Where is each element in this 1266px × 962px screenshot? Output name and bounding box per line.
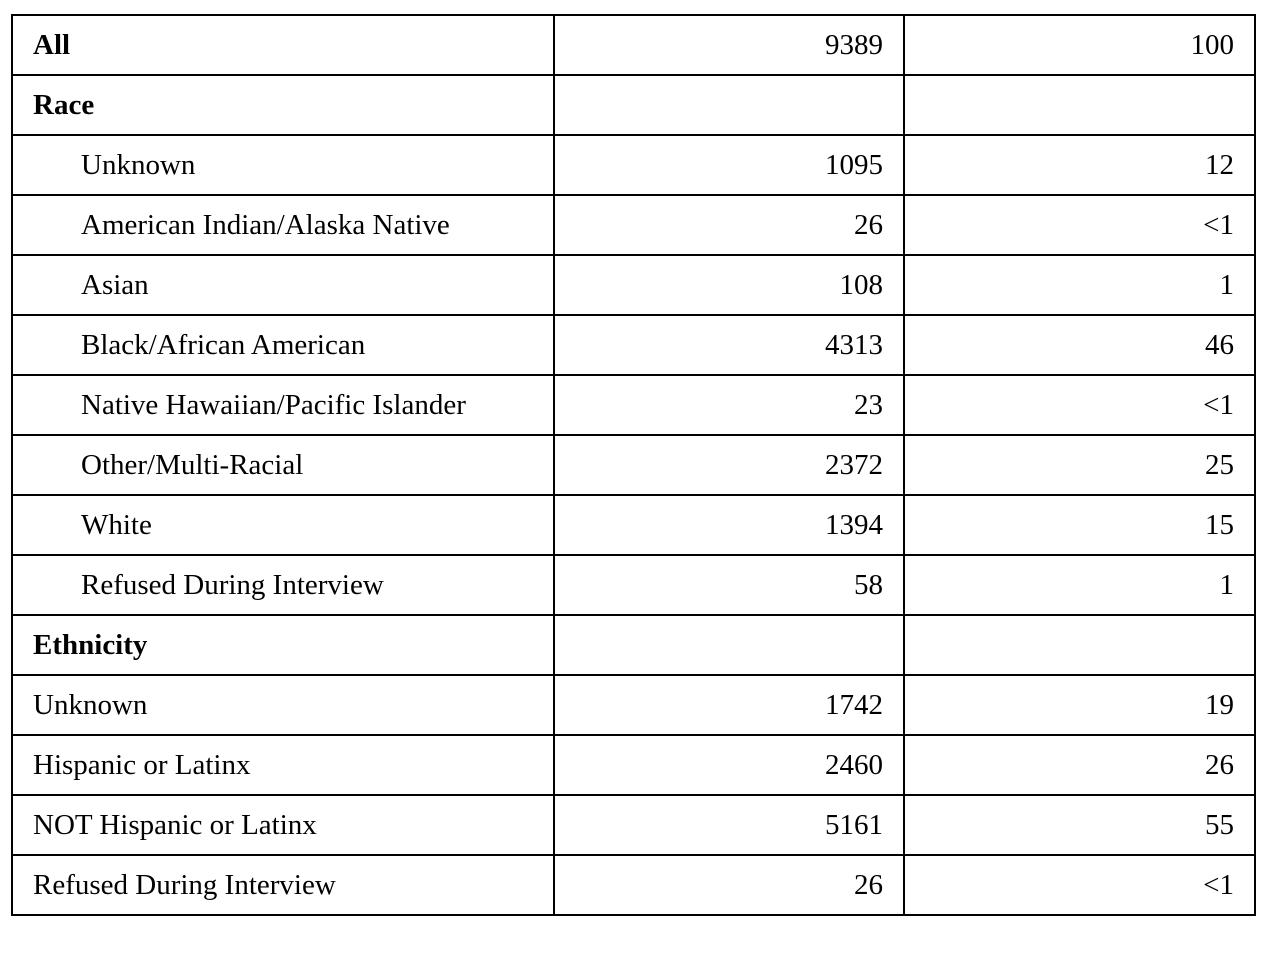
row-label: Unknown <box>12 675 554 735</box>
row-label: NOT Hispanic or Latinx <box>12 795 554 855</box>
table-row <box>12 375 1255 435</box>
row-percent: <1 <box>904 195 1255 255</box>
row-percent: <1 <box>904 375 1255 435</box>
row-percent: 15 <box>904 495 1255 555</box>
row-label: Refused During Interview <box>12 555 554 615</box>
row-label: White <box>12 495 554 555</box>
table-row <box>12 195 1255 255</box>
table-row <box>12 795 1255 855</box>
row-label: All <box>12 15 554 75</box>
row-count: 58 <box>554 555 904 615</box>
table-row <box>12 495 1255 555</box>
row-percent: 1 <box>904 255 1255 315</box>
row-label: Other/Multi-Racial <box>12 435 554 495</box>
table-body <box>12 15 1255 915</box>
row-count <box>554 615 904 675</box>
row-percent: 26 <box>904 735 1255 795</box>
row-percent <box>904 75 1255 135</box>
row-percent: 100 <box>904 15 1255 75</box>
row-count: 108 <box>554 255 904 315</box>
row-percent <box>904 615 1255 675</box>
row-percent: 1 <box>904 555 1255 615</box>
row-percent: 46 <box>904 315 1255 375</box>
row-percent: 55 <box>904 795 1255 855</box>
row-count: 26 <box>554 195 904 255</box>
row-label: Refused During Interview <box>12 855 554 915</box>
table-row <box>12 555 1255 615</box>
row-label: American Indian/Alaska Native <box>12 195 554 255</box>
row-percent: 12 <box>904 135 1255 195</box>
row-count: 5161 <box>554 795 904 855</box>
row-label: Unknown <box>12 135 554 195</box>
row-count: 4313 <box>554 315 904 375</box>
row-count: 1742 <box>554 675 904 735</box>
demographics-table <box>11 14 1256 916</box>
row-label: Race <box>12 75 554 135</box>
row-count: 23 <box>554 375 904 435</box>
row-percent: <1 <box>904 855 1255 915</box>
row-count <box>554 75 904 135</box>
row-count: 9389 <box>554 15 904 75</box>
row-label: Hispanic or Latinx <box>12 735 554 795</box>
table-row <box>12 255 1255 315</box>
table-row <box>12 675 1255 735</box>
row-count: 2372 <box>554 435 904 495</box>
table-row <box>12 735 1255 795</box>
row-label: Ethnicity <box>12 615 554 675</box>
row-count: 26 <box>554 855 904 915</box>
table-row <box>12 75 1255 135</box>
table-row <box>12 15 1255 75</box>
row-percent: 19 <box>904 675 1255 735</box>
table-row <box>12 615 1255 675</box>
table-row <box>12 855 1255 915</box>
row-label: Black/African American <box>12 315 554 375</box>
row-count: 2460 <box>554 735 904 795</box>
row-label: Native Hawaiian/Pacific Islander <box>12 375 554 435</box>
row-count: 1095 <box>554 135 904 195</box>
row-percent: 25 <box>904 435 1255 495</box>
row-label: Asian <box>12 255 554 315</box>
table-row <box>12 435 1255 495</box>
table-row <box>12 135 1255 195</box>
table-row <box>12 315 1255 375</box>
row-count: 1394 <box>554 495 904 555</box>
